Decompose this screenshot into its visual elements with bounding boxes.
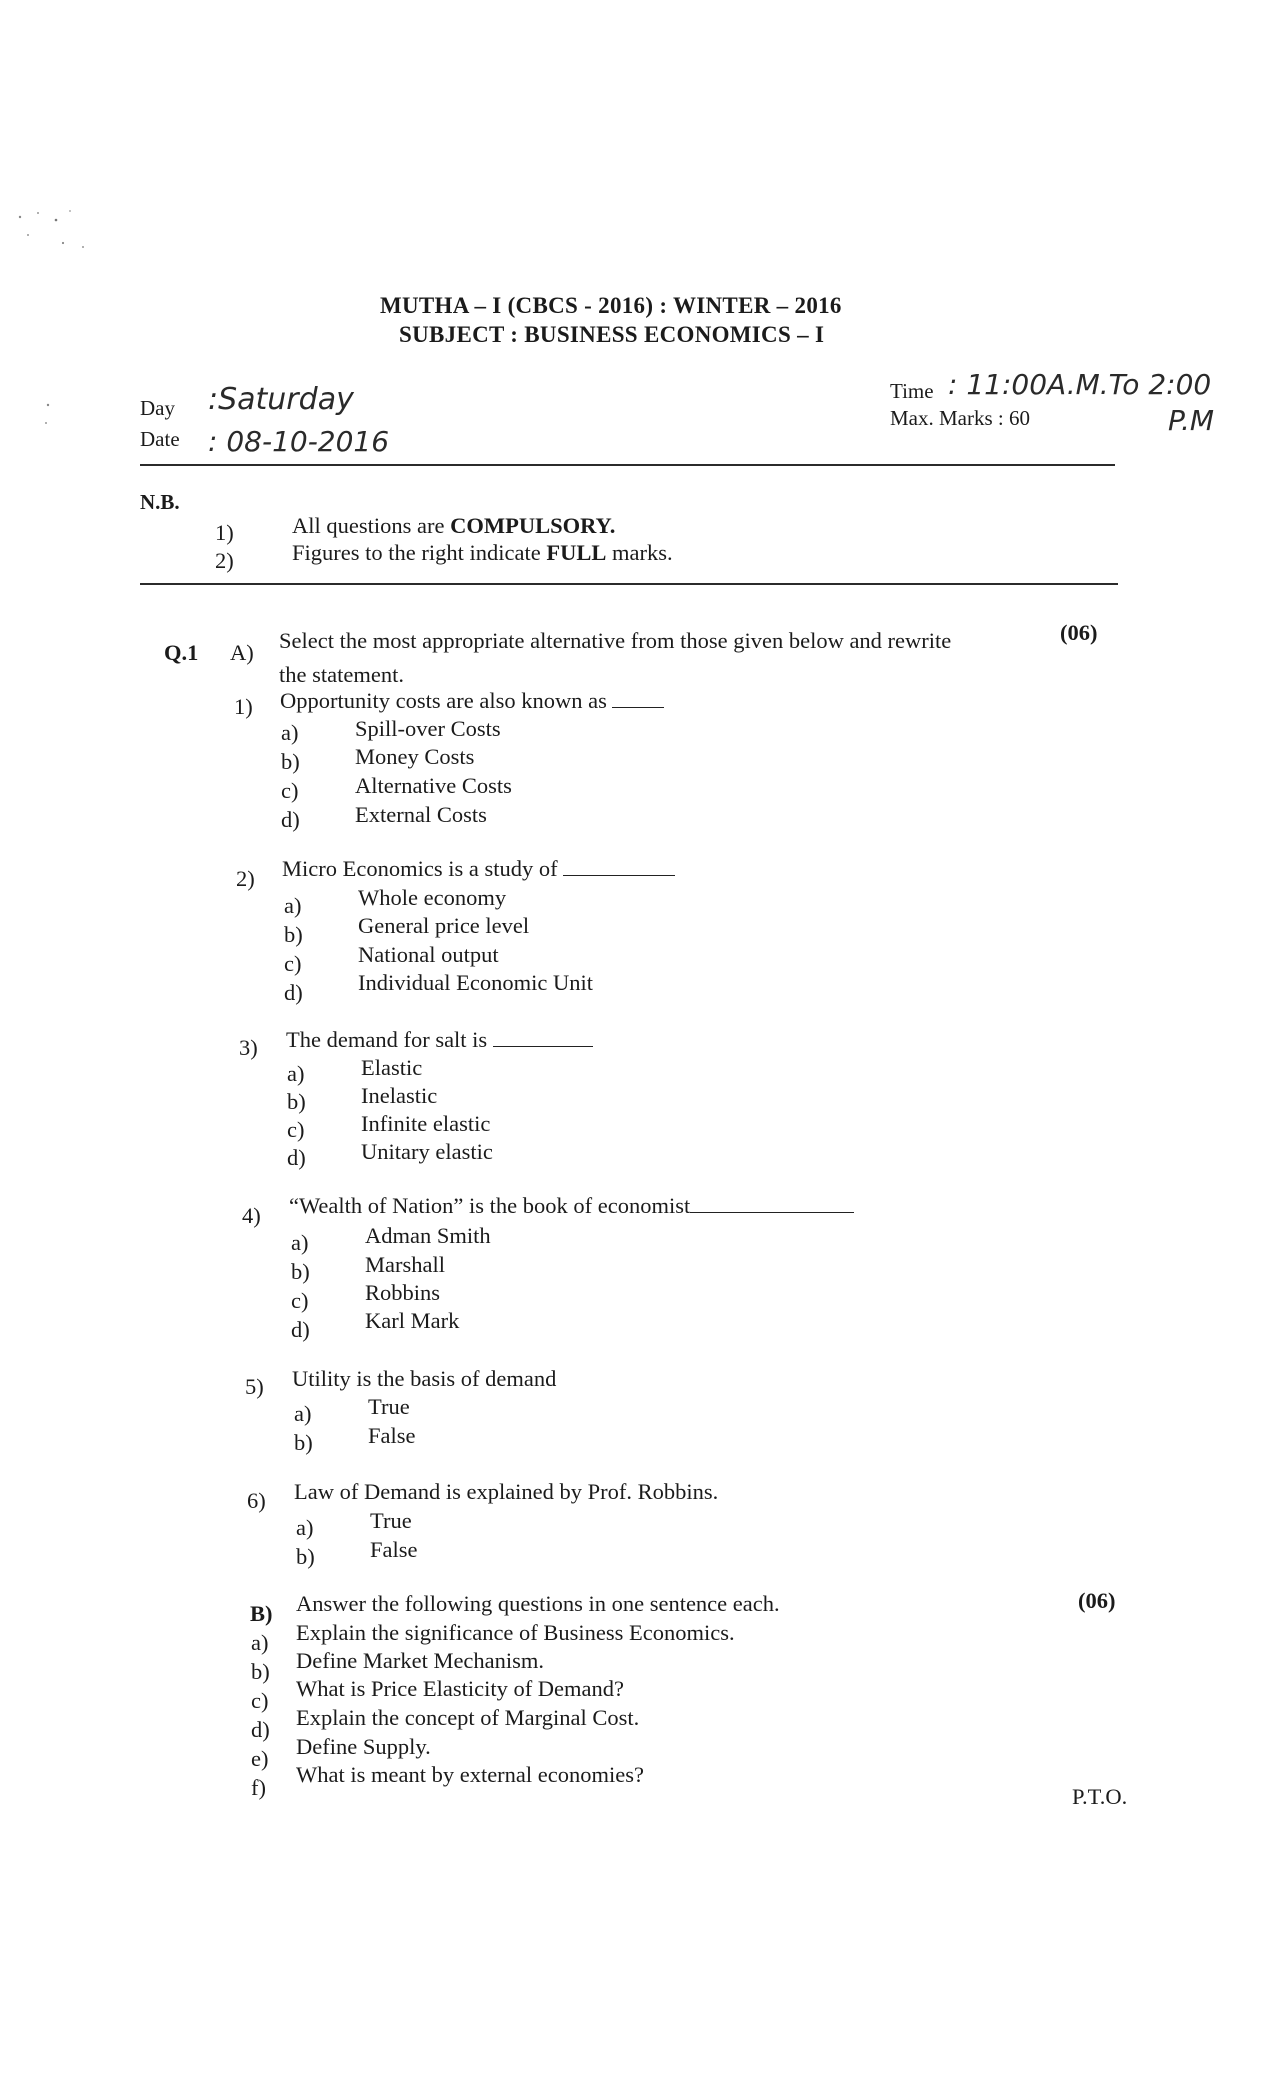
mcq-5-stem: Utility is the basis of demand xyxy=(292,1366,557,1391)
answer-blank xyxy=(612,689,664,708)
nb-1-text: All questions are COMPULSORY. xyxy=(292,513,616,538)
time-pm-handwritten: P.M xyxy=(1168,404,1215,437)
mcq-5-number: 5) xyxy=(245,1374,264,1399)
answer-blank xyxy=(563,857,675,876)
part-b-item-f-label: f) xyxy=(251,1775,266,1800)
nb-1-number: 1) xyxy=(215,520,234,545)
mcq-2-option-a: Whole economy xyxy=(358,885,507,910)
max-marks: Max. Marks : 60 xyxy=(890,406,1030,430)
mcq-4-option-d-label: d) xyxy=(291,1317,310,1342)
mcq-1-option-c: Alternative Costs xyxy=(355,773,512,798)
mcq-3-number: 3) xyxy=(239,1035,258,1060)
part-b-item-b-label: b) xyxy=(251,1659,270,1684)
mcq-1-option-d: External Costs xyxy=(355,802,487,827)
part-b-item-f: What is meant by external economies? xyxy=(296,1762,644,1787)
mcq-2-number: 2) xyxy=(236,866,255,891)
mcq-6-number: 6) xyxy=(247,1488,266,1513)
date-label: Date xyxy=(140,427,180,451)
mcq-3-option-b: Inelastic xyxy=(361,1083,438,1108)
part-a-marks: (06) xyxy=(1060,620,1098,645)
part-b-item-e: Define Supply. xyxy=(296,1734,431,1759)
scan-specks xyxy=(8,205,88,465)
part-b-item-c-label: c) xyxy=(251,1688,269,1713)
part-b-item-e-label: e) xyxy=(251,1746,269,1771)
pto-marker: P.T.O. xyxy=(1072,1784,1128,1809)
mcq-6-option-b: False xyxy=(370,1537,418,1562)
part-b-label: B) xyxy=(250,1601,273,1626)
mcq-2-option-c: National output xyxy=(358,942,499,967)
part-b-item-b: Define Market Mechanism. xyxy=(296,1648,545,1673)
mcq-2-option-b: General price level xyxy=(358,913,530,938)
mcq-4-option-a: Adman Smith xyxy=(365,1223,491,1248)
mcq-4-number: 4) xyxy=(242,1203,261,1228)
mcq-2-option-c-label: c) xyxy=(284,951,302,976)
day-label: Day xyxy=(140,396,175,420)
mcq-1-option-b-label: b) xyxy=(281,749,300,774)
header-rule xyxy=(140,464,1115,466)
mcq-4-option-b-label: b) xyxy=(291,1259,310,1284)
mcq-2-option-d: Individual Economic Unit xyxy=(358,970,593,995)
day-value-handwritten: :Saturday xyxy=(208,382,354,417)
part-b-item-a: Explain the significance of Business Economics. xyxy=(296,1620,735,1645)
mcq-6-option-a-label: a) xyxy=(296,1515,314,1540)
part-b-item-d-label: d) xyxy=(251,1717,270,1742)
part-b-item-d: Explain the concept of Marginal Cost. xyxy=(296,1705,640,1730)
part-b-marks: (06) xyxy=(1078,1588,1116,1613)
mcq-2-option-a-label: a) xyxy=(284,893,302,918)
mcq-6-option-a: True xyxy=(370,1508,412,1533)
mcq-3-option-b-label: b) xyxy=(287,1089,306,1114)
part-b-item-c: What is Price Elasticity of Demand? xyxy=(296,1676,625,1701)
mcq-5-option-b: False xyxy=(368,1423,416,1448)
mcq-4-option-c-label: c) xyxy=(291,1288,309,1313)
mcq-6-option-b-label: b) xyxy=(296,1544,315,1569)
date-value-handwritten: : 08-10-2016 xyxy=(208,425,390,458)
mcq-5-option-b-label: b) xyxy=(294,1430,313,1455)
part-a-instruction-cont: the statement. xyxy=(279,662,404,687)
mcq-1-number: 1) xyxy=(234,694,253,719)
question-1-label: Q.1 xyxy=(164,640,199,665)
nb-2-number: 2) xyxy=(215,548,234,573)
mcq-3-stem: The demand for salt is xyxy=(286,1027,593,1053)
mcq-1-option-a-label: a) xyxy=(281,720,299,745)
mcq-5-option-a: True xyxy=(368,1394,410,1419)
part-a-instruction: Select the most appropriate alternative from those given below and rewrite xyxy=(279,628,952,653)
mcq-4-option-c: Robbins xyxy=(365,1280,441,1305)
subject-title: SUBJECT : BUSINESS ECONOMICS – I xyxy=(399,322,825,347)
part-a-label: A) xyxy=(230,640,254,665)
mcq-1-option-d-label: d) xyxy=(281,807,300,832)
mcq-4-option-d: Karl Mark xyxy=(365,1308,460,1333)
mcq-3-option-d-label: d) xyxy=(287,1145,306,1170)
mcq-5-option-a-label: a) xyxy=(294,1401,312,1426)
mcq-3-option-c-label: c) xyxy=(287,1117,305,1142)
exam-title: MUTHA – I (CBCS - 2016) : WINTER – 2016 xyxy=(380,293,842,318)
mcq-2-option-d-label: d) xyxy=(284,980,303,1005)
answer-blank xyxy=(690,1194,854,1213)
mcq-1-stem: Opportunity costs are also known as xyxy=(280,688,664,714)
mcq-4-option-a-label: a) xyxy=(291,1230,309,1255)
mcq-3-option-a: Elastic xyxy=(361,1055,423,1080)
mcq-4-stem: “Wealth of Nation” is the book of economist xyxy=(289,1193,854,1219)
mcq-3-option-c: Infinite elastic xyxy=(361,1111,491,1136)
answer-blank xyxy=(493,1028,593,1047)
time-label: Time xyxy=(890,379,934,403)
mcq-3-option-d: Unitary elastic xyxy=(361,1139,493,1164)
mcq-2-option-b-label: b) xyxy=(284,922,303,947)
mcq-1-option-a: Spill-over Costs xyxy=(355,716,501,741)
nb-rule xyxy=(140,583,1118,585)
mcq-3-option-a-label: a) xyxy=(287,1061,305,1086)
mcq-2-stem: Micro Economics is a study of xyxy=(282,856,675,882)
part-b-item-a-label: a) xyxy=(251,1630,269,1655)
mcq-6-stem: Law of Demand is explained by Prof. Robbins. xyxy=(294,1479,719,1504)
part-b-instruction: Answer the following questions in one sentence each. xyxy=(296,1591,780,1616)
nb-2-text: Figures to the right indicate FULL marks. xyxy=(292,540,673,565)
mcq-1-option-c-label: c) xyxy=(281,778,299,803)
nb-label: N.B. xyxy=(140,490,180,514)
mcq-1-option-b: Money Costs xyxy=(355,744,475,769)
mcq-4-option-b: Marshall xyxy=(365,1252,445,1277)
time-value-handwritten: : 11:00A.M.To 2:00 xyxy=(948,368,1212,401)
